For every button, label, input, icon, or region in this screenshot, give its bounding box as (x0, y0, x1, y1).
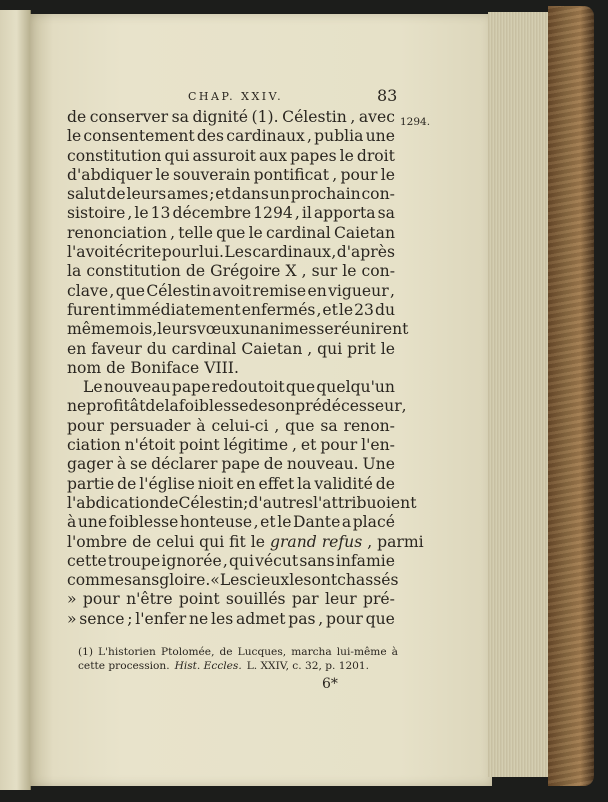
text-line: l'abdication de Célestin ; d'autres l'attribuoient (67, 493, 417, 512)
footnote-italic-source: Hist. Eccles. (174, 659, 242, 672)
footnote-line (78, 660, 398, 674)
text-line: même mois , leurs vœux unanimes se réunirent (67, 320, 409, 339)
paragraph-start-line: Le nouveau pape redoutoit que quelqu'un (83, 378, 395, 397)
text-line: la constitution de Grégoire X , sur le con- (67, 262, 395, 281)
text-line: cette troupe ignorée , qui vécut sans infamie (67, 551, 395, 570)
text-line: furent immédiatement enfermés , et le 23 du (67, 300, 395, 319)
italic-quote: grand refus (269, 532, 363, 551)
text-line: le consentement des cardinaux , publia une (67, 127, 395, 146)
text-line: ne profitât de la foiblesse de son prédécesseur , (67, 397, 407, 416)
text-line: salut de leurs ames ; et dans un prochain con- (67, 185, 395, 204)
margin-year-note: 1294. (400, 116, 431, 128)
text-segment: , parmi (367, 532, 424, 551)
text-line: renonciation , telle que le cardinal Caietan (67, 223, 395, 242)
text-line: constitution qui assuroit aux papes le droit (67, 146, 395, 165)
text-line: ciation n'étoit point légitime , et pour l'en- (67, 436, 395, 455)
footnote-segment: cette procession. (78, 659, 170, 672)
text-line: » sence ; l'enfer ne les admet pas , pour que (67, 609, 395, 628)
book-cover (548, 6, 594, 786)
text-line-with-italic (67, 532, 424, 552)
chapter-heading: CHAP. XXIV. (188, 90, 284, 103)
printer-signature-mark: 6* (322, 676, 338, 692)
text-line: à une foiblesse honteuse , et le Dante a placé (67, 513, 395, 532)
footnote-segment: L. XXIV, c. 32, p. 1201. (246, 659, 370, 672)
text-line: comme sans gloire. « Les cieux les ont chassés (67, 571, 399, 590)
text-line: d'abdiquer le souverain pontificat , pour le (67, 165, 395, 184)
text-line: de conserver sa dignité (1). Célestin , avec (67, 108, 395, 126)
text-line: gager à se déclarer pape de nouveau. Une (67, 455, 395, 474)
text-line: sistoire , le 13 décembre 1294 , il apporta sa (67, 204, 395, 223)
running-header (0, 86, 608, 108)
footnote-line: (1) L'historien Ptolomée, de Lucques, marcha lui-même à (78, 646, 398, 658)
text-line: en faveur du cardinal Caietan , qui prit le (67, 339, 395, 358)
text-line: l'avoit écrite pour lui. Les cardinaux , d'après (67, 243, 395, 262)
page-block-edge (488, 12, 550, 777)
footnote (78, 646, 398, 673)
text-segment: l'ombre de celui qui fit le (67, 532, 265, 551)
text-line: clave , que Célestin avoit remise en vigueur , (67, 281, 395, 300)
page-number: 83 (377, 86, 398, 105)
facing-page-edge (0, 10, 31, 790)
text-line: » pour n'être point souillés par leur pré- (67, 590, 395, 609)
body-text (67, 108, 424, 629)
text-line: partie de l'église nioit en effet la validité de (67, 474, 395, 493)
paragraph-end-line: nom de Boniface VIII. (67, 358, 239, 377)
text-line: pour persuader à celui-ci , que sa renon- (67, 416, 395, 435)
